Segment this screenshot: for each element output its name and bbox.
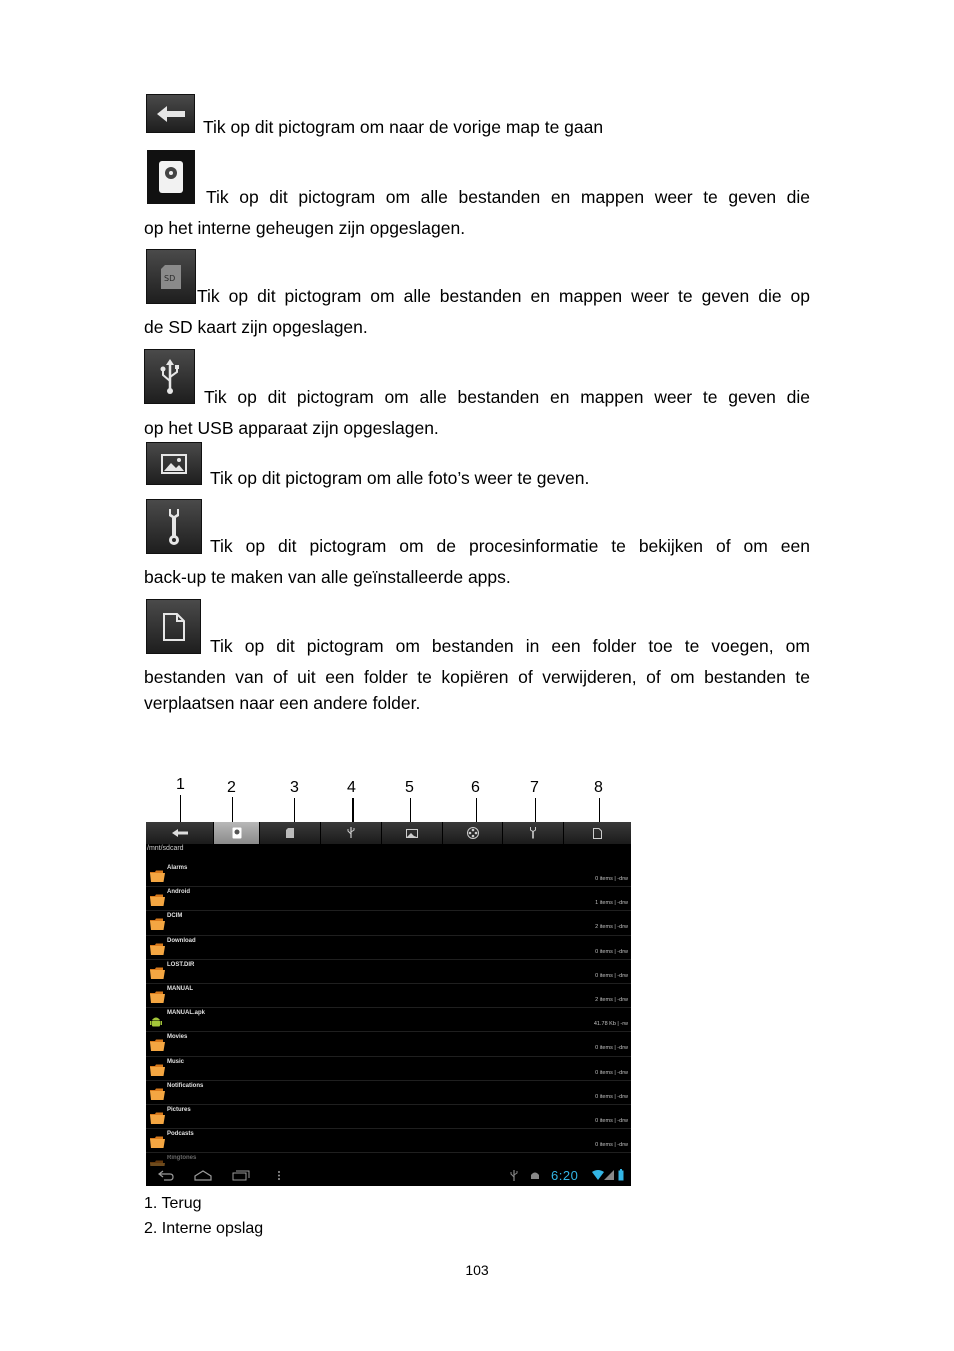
back-nav-icon[interactable] (158, 1170, 174, 1181)
file-meta: 0 items | -drw (595, 1093, 628, 1100)
recent-apps-nav-icon[interactable] (232, 1170, 250, 1181)
file-meta: 2 items | -drw (595, 996, 628, 1003)
file-list-row[interactable] (146, 1105, 631, 1129)
folder-icon (150, 894, 165, 906)
file-meta: 0 items | -drw (595, 948, 628, 955)
folder-icon (150, 1112, 165, 1124)
folder-icon (150, 918, 165, 930)
callout-line-1 (180, 795, 181, 822)
status-clock: 6:20 (551, 1168, 579, 1183)
folder-icon (150, 1088, 165, 1100)
paragraph-usb: Tik op dit pictogram om alle bestanden en mappen weer te geven die op het USB apparaat zijn opgeslagen. (144, 387, 810, 438)
file-list-row[interactable] (146, 887, 631, 911)
folder-icon (150, 870, 165, 882)
paragraph-process: Tik op dit pictogram om de procesinformatie te bekijken of om een back-up te maken van alle geïnstalleerde apps. (144, 536, 810, 587)
file-meta: 1 items | -drw (595, 900, 628, 907)
page-number: 103 (465, 1262, 489, 1278)
picture-icon (146, 442, 202, 485)
file-list (146, 863, 631, 1167)
file-list-row[interactable] (146, 1129, 631, 1153)
toolbar-internal-storage-button[interactable] (214, 822, 260, 844)
callout-number-8: 8 (594, 779, 603, 796)
callout-number-1: 1 (176, 776, 185, 793)
file-name: Ringtones (167, 1155, 197, 1162)
callout-line-2 (232, 797, 233, 822)
file-list-row[interactable] (146, 936, 631, 960)
file-name: Download (167, 937, 196, 944)
file-meta: 0 items | -drw (595, 1045, 628, 1052)
current-path: /mnt/sdcard (147, 845, 184, 852)
paragraph-internal: Tik op dit pictogram om alle bestanden en mappen weer te geven die op het interne geheugen zijn opgeslagen. (144, 187, 810, 238)
callout-number-7: 7 (530, 779, 539, 796)
file-meta: 0 items | -drw (595, 876, 628, 882)
file-list-row[interactable] (146, 911, 631, 935)
file-name: MANUAL (167, 985, 193, 992)
usb-status-icon (510, 1170, 518, 1182)
toolbar-film-reel-button[interactable] (443, 822, 503, 844)
wifi-status-icon (592, 1170, 604, 1180)
callout-number-6: 6 (471, 779, 480, 796)
file-name: Music (167, 1058, 185, 1065)
file-manager-toolbar (146, 822, 631, 844)
folder-icon (150, 991, 165, 1003)
file-list-row[interactable] (146, 1008, 631, 1032)
android-debug-status-icon (530, 1170, 540, 1181)
toolbar-picture-button[interactable] (382, 822, 443, 844)
file-name: Notifications (167, 1082, 204, 1089)
file-list-row[interactable] (146, 863, 631, 887)
file-list-row[interactable] (146, 984, 631, 1008)
paragraph-photos: Tik op dit pictogram om alle foto’s weer te geven. (210, 468, 590, 488)
file-manager-screenshot (146, 822, 631, 1186)
file-meta: 0 items | -drw (595, 972, 628, 979)
file-list-row[interactable] (146, 960, 631, 984)
android-app-icon (150, 1015, 162, 1028)
file-meta: 0 items | -drw (595, 1142, 628, 1149)
file-name: Android (167, 889, 190, 896)
file-name: MANUAL.apk (167, 1010, 206, 1017)
file-name: Pictures (167, 1106, 191, 1113)
callout-number-2: 2 (227, 779, 236, 796)
folder-icon (150, 943, 165, 955)
toolbar-back-button[interactable] (146, 822, 214, 844)
file-list-row[interactable] (146, 1081, 631, 1105)
callout-number-4: 4 (347, 779, 356, 796)
callout-line-8 (599, 798, 600, 822)
file-meta: 0 items | -drw (595, 1117, 628, 1124)
toolbar-file-button[interactable] (564, 822, 631, 844)
paragraph-sd: Tik op dit pictogram om alle bestanden en mappen weer te geven die op de SD kaart zijn opgeslagen. (144, 286, 810, 337)
home-nav-icon[interactable] (194, 1170, 212, 1181)
system-navigation-bar (146, 1166, 631, 1186)
file-meta: 0 items | -drw (595, 1069, 628, 1076)
callout-line-5 (410, 798, 411, 822)
signal-status-icon (604, 1170, 614, 1180)
file-list-row[interactable] (146, 1032, 631, 1056)
caption-1: 1. Terug (144, 1195, 202, 1212)
toolbar-wrench-button[interactable] (503, 822, 564, 844)
file-meta: 41.78 Kb | -rw (593, 1021, 628, 1028)
callout-line-7 (535, 798, 536, 822)
callout-number-3: 3 (290, 779, 299, 796)
menu-dots-icon[interactable] (277, 1170, 281, 1181)
file-meta: 2 items | -drw (595, 924, 628, 931)
callout-line-3 (294, 798, 295, 822)
folder-icon (150, 967, 165, 979)
toolbar-sd-card-button[interactable] (260, 822, 321, 844)
folder-icon (150, 1136, 165, 1148)
callout-line-4 (352, 798, 354, 822)
file-name: Movies (167, 1034, 188, 1041)
callout-line-6 (476, 798, 477, 822)
file-name: LOST.DIR (167, 961, 195, 968)
caption-2: 2. Interne opslag (144, 1220, 264, 1237)
paragraph-back: Tik op dit pictogram om naar de vorige map te gaan (203, 117, 604, 137)
file-name: DCIM (167, 913, 183, 920)
battery-status-icon (618, 1169, 624, 1181)
toolbar-usb-button[interactable] (321, 822, 382, 844)
file-name: Alarms (167, 865, 188, 871)
folder-icon (150, 1039, 165, 1051)
folder-icon (150, 1064, 165, 1076)
back-arrow-icon (146, 94, 195, 133)
svg-text:SD: SD (164, 273, 176, 283)
callout-number-5: 5 (405, 779, 414, 796)
file-name: Podcasts (167, 1131, 194, 1138)
file-list-row[interactable] (146, 1057, 631, 1081)
paragraph-file: Tik op dit pictogram om bestanden in een folder toe te voegen, om bestanden van of uit een folder te kopiëren of verwijderen, of om bestanden te verplaatsen naar een andere folder. (144, 636, 810, 713)
